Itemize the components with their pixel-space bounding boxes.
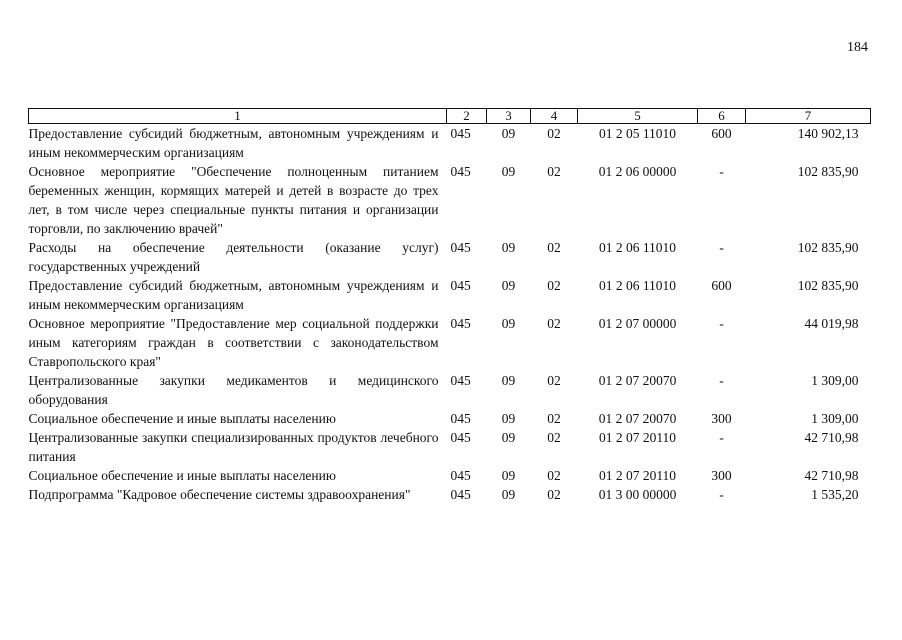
col-header-4: 4 [531,109,578,124]
row-code-expense: 600 [711,278,732,293]
row-name: Социальное обеспечение и иные выплаты населению [28,411,336,426]
col-header-5: 5 [578,109,698,124]
row-name: Предоставление субсидий бюджетным, автономным учреждениям и иным некоммерческим организациям [28,126,439,160]
row-amount: 102 835,90 [797,278,859,293]
row-amount: 102 835,90 [797,240,859,255]
table-row [29,162,871,238]
row-code-target: 01 2 05 11010 [598,126,677,141]
table-row [29,371,871,409]
table-row [29,428,871,466]
table-body [29,124,871,505]
row-code-target: 01 2 07 20070 [598,411,677,426]
row-code-target: 01 2 07 20110 [598,468,677,483]
col-header-6: 6 [698,109,746,124]
row-code-expense: - [719,373,724,388]
row-code-subsection: 02 [547,240,561,255]
row-code-target: 01 2 06 11010 [598,278,677,293]
row-name: Централизованные закупки медикаментов и медицинского оборудования [28,373,439,407]
row-code-subsection: 02 [547,430,561,445]
row-name: Централизованные закупки специализированных продуктов лечебного питания [28,430,439,464]
row-code-expense: 600 [711,126,732,141]
row-code-section: 09 [501,164,516,179]
row-code-expense: - [719,240,724,255]
row-code-subsection: 02 [547,411,561,426]
row-code-ministry: 045 [450,468,471,483]
table-row [29,314,871,371]
row-code-subsection: 02 [547,373,561,388]
col-header-1: 1 [29,109,447,124]
table-row [29,485,871,504]
row-name: Предоставление субсидий бюджетным, автономным учреждениям и иным некоммерческим организациям [28,278,439,312]
row-code-section: 09 [501,430,516,445]
col-header-7: 7 [746,109,871,124]
row-code-subsection: 02 [547,468,561,483]
budget-table [28,108,871,504]
row-name: Подпрограмма "Кадровое обеспечение системы здравоохранения" [28,487,411,502]
row-code-expense: - [719,487,724,502]
row-code-target: 01 2 06 00000 [598,164,677,179]
row-amount: 42 710,98 [804,468,859,483]
row-amount: 1 535,20 [811,487,859,502]
row-code-expense: - [719,430,724,445]
row-code-ministry: 045 [450,164,471,179]
row-name: Основное мероприятие "Обеспечение полноценным питанием беременных женщин, кормящих матерей и детей в возрасте до трех лет, в том числе через специальные пункты питания и организации торговли, по заключению врачей" [28,164,439,236]
row-code-ministry: 045 [450,373,471,388]
row-code-subsection: 02 [547,316,561,331]
row-code-section: 09 [501,373,516,388]
row-code-expense: - [719,316,724,331]
header-row [29,109,871,124]
row-code-ministry: 045 [450,430,471,445]
table-row [29,238,871,276]
row-code-section: 09 [501,126,516,141]
row-amount: 42 710,98 [804,430,859,445]
row-amount: 140 902,13 [797,126,859,141]
col-header-3: 3 [487,109,531,124]
row-code-ministry: 045 [450,126,471,141]
row-code-section: 09 [501,411,516,426]
row-code-ministry: 045 [450,411,471,426]
table-row [29,466,871,485]
row-code-target: 01 2 07 20070 [598,373,677,388]
table-row [29,124,871,163]
row-code-ministry: 045 [450,316,471,331]
table-row [29,409,871,428]
row-code-target: 01 2 07 20110 [598,430,677,445]
row-code-subsection: 02 [547,487,561,502]
row-amount: 102 835,90 [797,164,859,179]
row-code-target: 01 2 07 00000 [598,316,677,331]
row-code-expense: 300 [711,468,732,483]
row-code-ministry: 045 [450,278,471,293]
row-amount: 44 019,98 [804,316,859,331]
row-name: Расходы на обеспечение деятельности (оказание услуг) государственных учреждений [28,240,439,274]
row-code-target: 01 2 06 11010 [598,240,677,255]
col-header-2: 2 [447,109,487,124]
row-code-expense: 300 [711,411,732,426]
row-code-target: 01 3 00 00000 [598,487,677,502]
row-code-subsection: 02 [547,164,561,179]
row-code-subsection: 02 [547,126,561,141]
page-number: 184 [847,40,868,55]
row-code-expense: - [719,164,724,179]
row-code-subsection: 02 [547,278,561,293]
row-amount: 1 309,00 [811,373,859,388]
row-code-section: 09 [501,487,516,502]
row-code-ministry: 045 [450,487,471,502]
row-amount: 1 309,00 [811,411,859,426]
row-code-ministry: 045 [450,240,471,255]
row-code-section: 09 [501,240,516,255]
row-code-section: 09 [501,468,516,483]
row-code-section: 09 [501,278,516,293]
row-name: Основное мероприятие "Предоставление мер социальной поддержки иным категориям граждан в соответствии с законодательством Ставропольского края" [28,316,439,369]
table-row [29,276,871,314]
row-name: Социальное обеспечение и иные выплаты населению [28,468,336,483]
row-code-section: 09 [501,316,516,331]
